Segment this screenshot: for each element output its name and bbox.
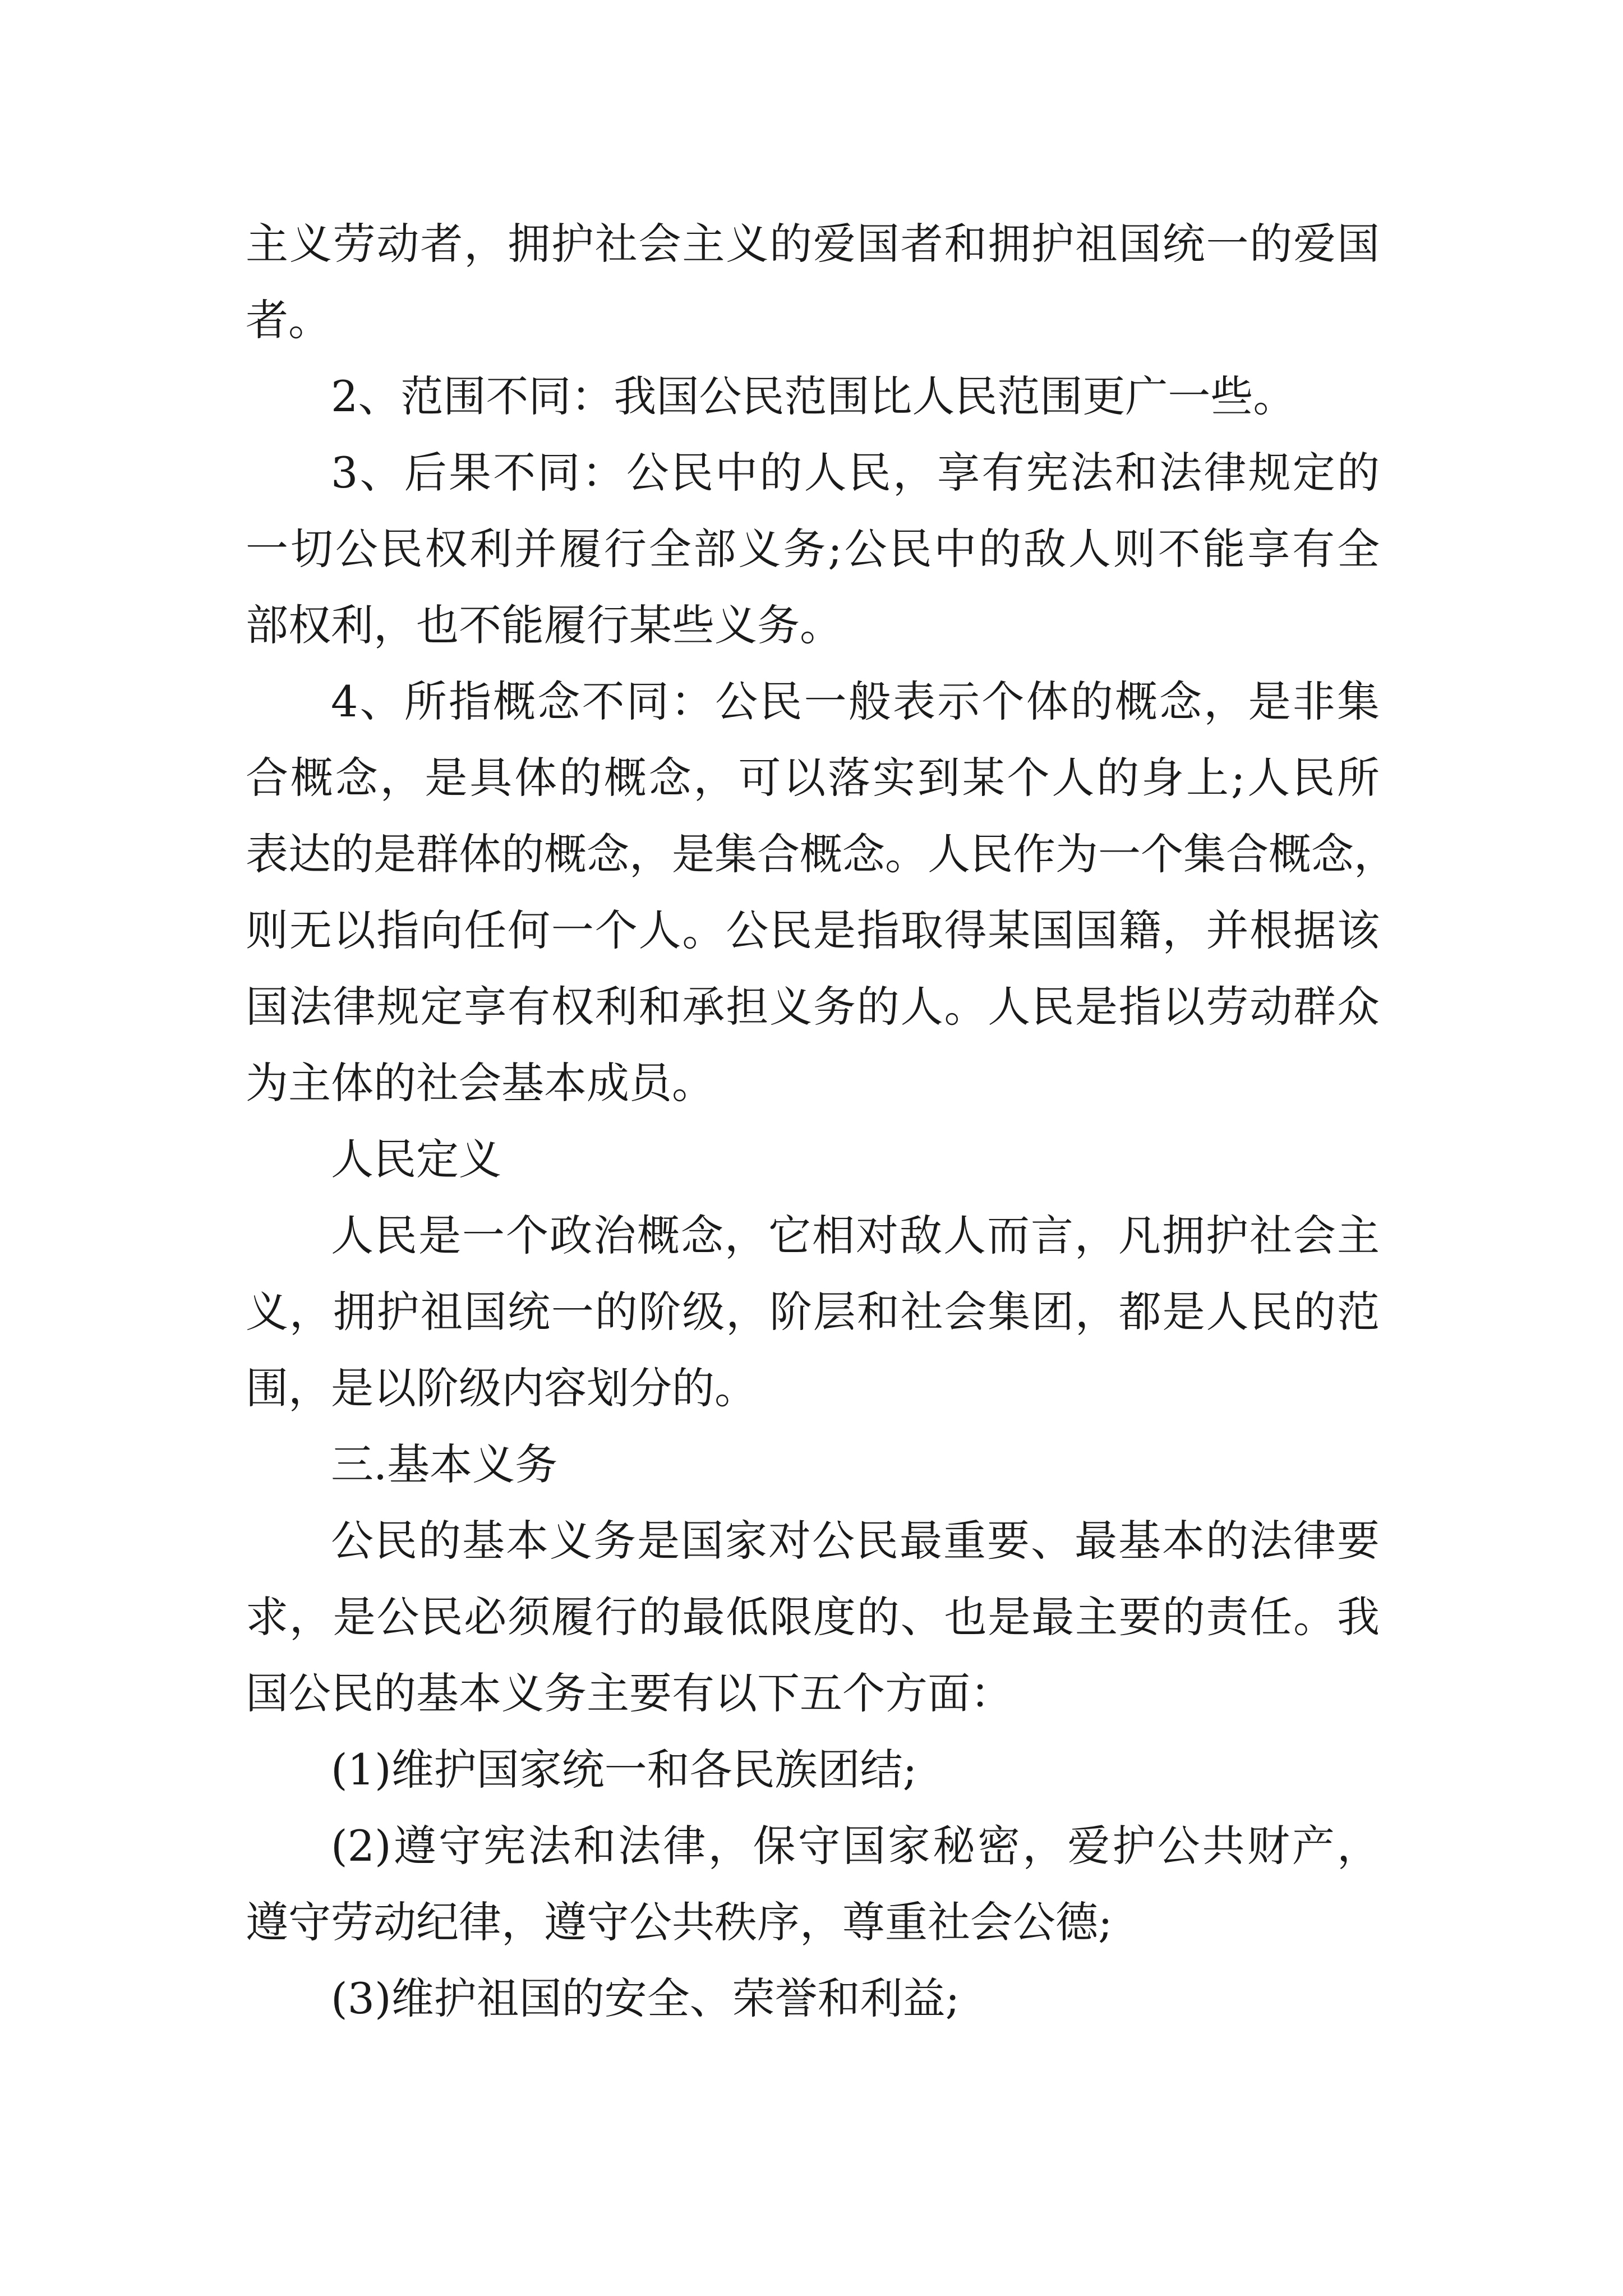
body-text-line: 人民是一个政治概念，它相对敌人而言，凡拥护社会主 (331, 1211, 1380, 1260)
duty-item-1: (1)维护国家统一和各民族团结; (331, 1745, 917, 1795)
body-text-line: 义，拥护祖国统一的阶级，阶层和社会集团，都是人民的范 (246, 1287, 1380, 1337)
body-text-line: 一切公民权利并履行全部义务;公民中的敌人则不能享有全 (246, 524, 1380, 574)
body-text-line: 部权利，也不能履行某些义务。 (246, 600, 842, 650)
duty-item-3: (3)维护祖国的安全、荣誉和利益; (331, 1973, 960, 2023)
duty-item-2: (2)遵守宪法和法律，保守国家秘密，爱护公共财产， (331, 1821, 1380, 1871)
body-text-line: 遵守劳动纪律，遵守公共秩序，尊重社会公德; (246, 1897, 1113, 1947)
body-text-line: 国法律规定享有权利和承担义务的人。人民是指以劳动群众 (246, 982, 1380, 1032)
section-heading-basic-duties: 三.基本义务 (331, 1439, 558, 1489)
body-text-line: 公民的基本义务是国家对公民最重要、最基本的法律要 (331, 1516, 1380, 1566)
body-text-line: 求，是公民必须履行的最低限度的、也是最主要的责任。我 (246, 1592, 1380, 1642)
body-text-line: 合概念，是具体的概念，可以落实到某个人的身上;人民所 (246, 753, 1380, 803)
body-text-line: 则无以指向任何一个人。公民是指取得某国国籍，并根据该 (246, 905, 1380, 955)
section-heading-people-definition: 人民定义 (331, 1134, 501, 1184)
section-item-4: 4、所指概念不同：公民一般表示个体的概念，是非集 (331, 677, 1380, 726)
section-item-3: 3、后果不同：公民中的人民，享有宪法和法律规定的 (331, 448, 1380, 498)
body-text-line: 者。 (246, 295, 331, 345)
body-text-line: 国公民的基本义务主要有以下五个方面： (246, 1668, 1013, 1718)
body-text-line: 表达的是群体的概念，是集合概念。人民作为一个集合概念， (246, 829, 1396, 879)
body-text-line: 为主体的社会基本成员。 (246, 1058, 714, 1108)
body-text-line: 围，是以阶级内容划分的。 (246, 1363, 757, 1413)
body-text-line: 主义劳动者，拥护社会主义的爱国者和拥护祖国统一的爱国 (246, 219, 1380, 269)
section-item-2: 2、范围不同：我国公民范围比人民范围更广一些。 (331, 371, 1296, 421)
